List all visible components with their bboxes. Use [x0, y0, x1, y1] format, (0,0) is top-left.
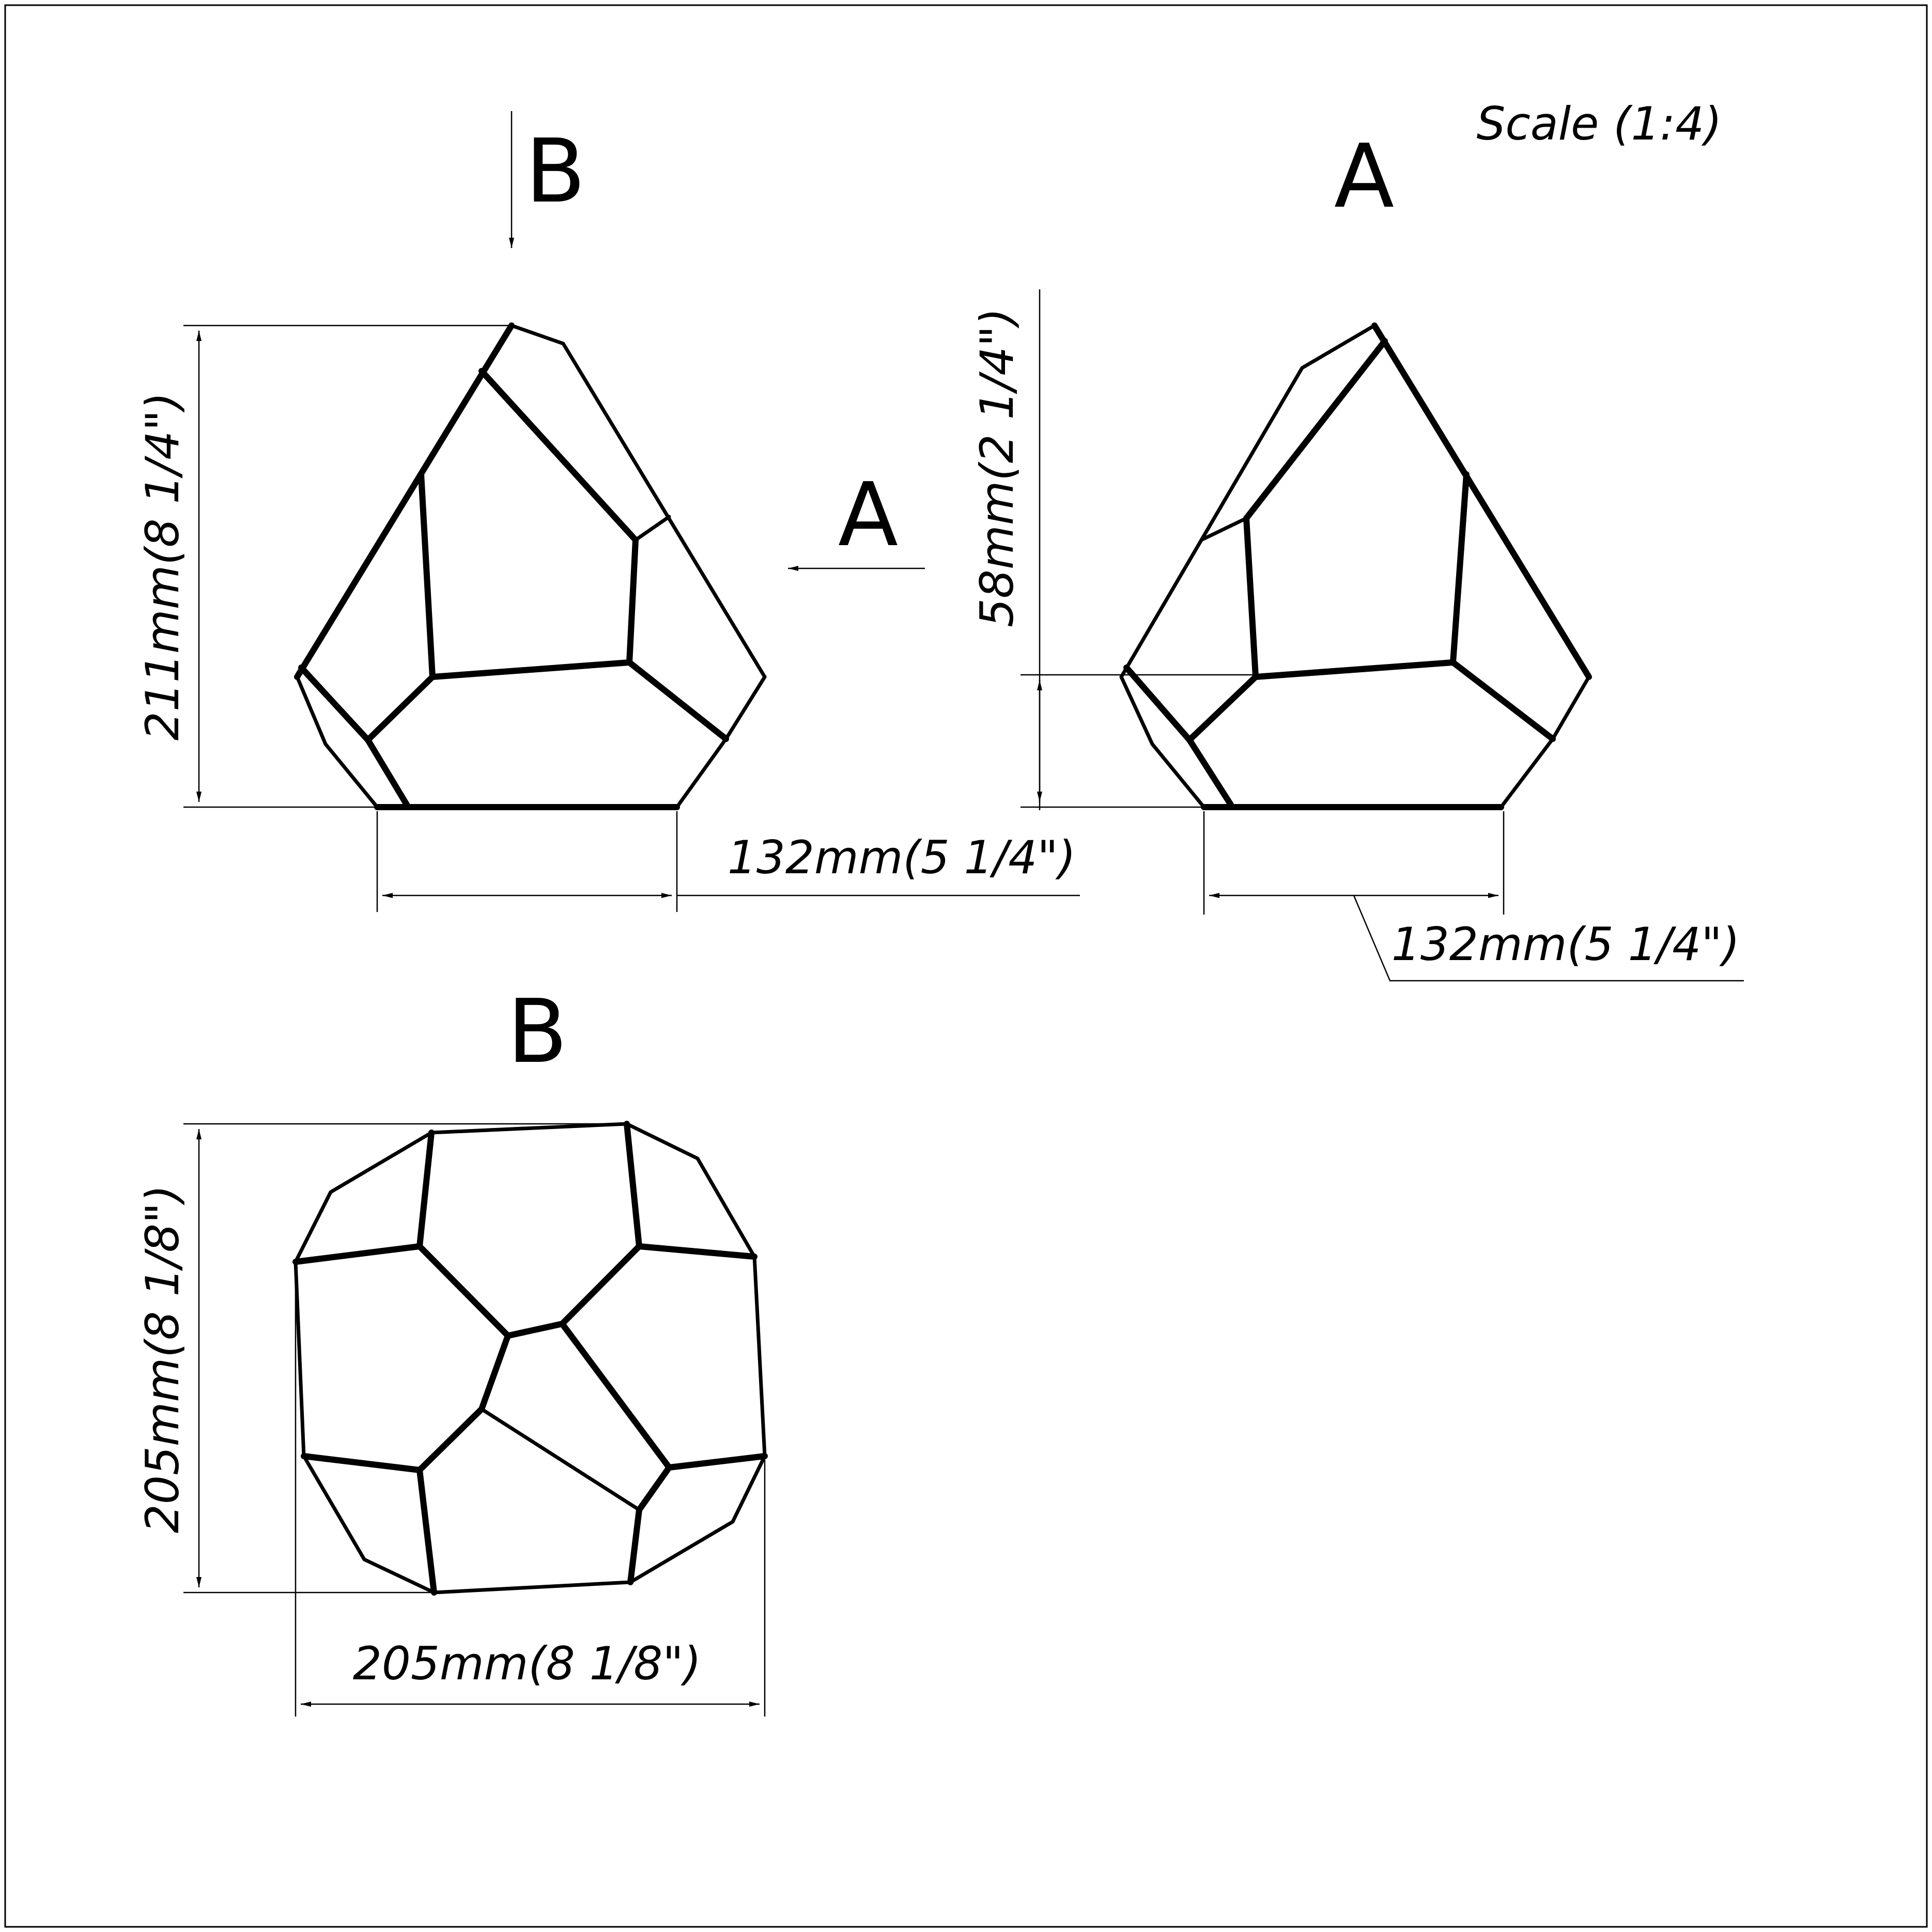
top-edge — [420, 1246, 508, 1336]
top-edge — [562, 1246, 639, 1324]
top-edge — [669, 1456, 765, 1467]
top-edge — [508, 1324, 562, 1336]
top-edge — [304, 1456, 420, 1470]
side-edge — [1453, 662, 1553, 739]
front-view — [297, 326, 765, 807]
top-edge — [420, 1133, 431, 1246]
side-edge — [1453, 474, 1466, 662]
top-edge — [296, 1246, 420, 1262]
section-b-label: B — [525, 120, 586, 223]
front-height-dim-label: 211mm(8 1/4") — [136, 392, 189, 741]
side-edge — [1374, 326, 1589, 677]
scale-label: Scale (1:4) — [1476, 97, 1722, 150]
front-edge — [432, 662, 629, 677]
top-height-dim-label: 205mm(8 1/8") — [136, 1184, 189, 1534]
side-edge — [1256, 662, 1453, 677]
top-view-title: B — [507, 981, 568, 1083]
front-width-dim-label: 132mm(5 1/4") — [727, 831, 1076, 884]
front-edge — [629, 540, 636, 662]
front-edge — [368, 740, 408, 807]
front-edge — [629, 662, 726, 739]
side-height-dim-label: 58mm(2 1/4") — [970, 307, 1024, 628]
top-width-dim-label: 205mm(8 1/8") — [352, 1637, 702, 1690]
top-edge — [482, 1336, 508, 1409]
top-edge — [420, 1409, 482, 1470]
top-edge — [562, 1324, 669, 1467]
top-edge — [630, 1510, 639, 1582]
side-edge — [1246, 518, 1256, 677]
front-edge — [421, 474, 432, 677]
top-edge — [639, 1246, 754, 1257]
side-view-title: A — [1334, 126, 1395, 228]
front-edge — [297, 326, 512, 677]
side-width-dim-label: 132mm(5 1/4") — [1391, 918, 1740, 971]
top-edge — [420, 1470, 434, 1593]
side-edge — [1126, 668, 1189, 740]
side-view — [1121, 326, 1589, 807]
front-edge — [301, 668, 368, 740]
front-edge — [482, 371, 636, 540]
top-view — [296, 1124, 765, 1593]
side-edge — [1189, 677, 1256, 740]
top-edge — [639, 1467, 669, 1510]
view-a-label: A — [838, 464, 899, 566]
front-edge — [368, 677, 432, 740]
front-edge — [636, 517, 669, 540]
top-edge — [627, 1124, 639, 1246]
top-edge — [482, 1409, 639, 1510]
top-view-outline — [296, 1124, 765, 1593]
